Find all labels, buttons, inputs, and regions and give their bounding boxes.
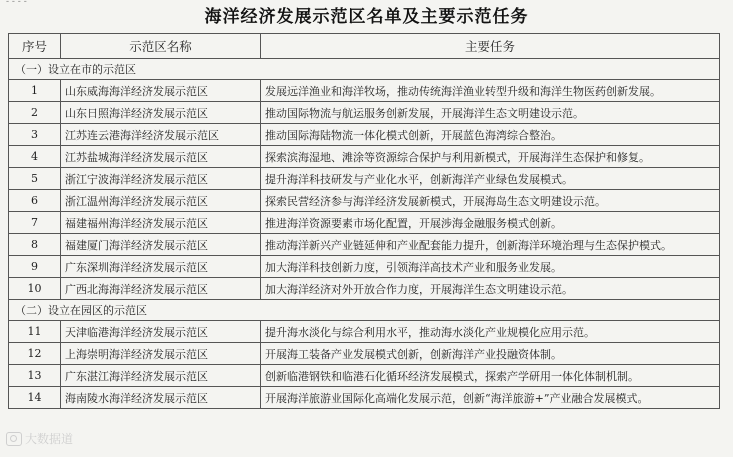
table-row bbox=[9, 168, 720, 190]
zone-name: 广西北海海洋经济发展示范区 bbox=[61, 278, 261, 300]
main-task: 开展海洋旅游业国际化高端化发展示范，创新“海洋旅游+”产业融合发展模式。 bbox=[261, 387, 720, 409]
watermark bbox=[6, 430, 73, 447]
table-row bbox=[9, 102, 720, 124]
watermark-text: 大数据道 bbox=[25, 432, 74, 446]
table-row bbox=[9, 146, 720, 168]
zone-name: 浙江宁波海洋经济发展示范区 bbox=[61, 168, 261, 190]
main-task: 加大海洋科技创新力度，引领海洋高技术产业和服务业发展。 bbox=[261, 256, 720, 278]
zone-name: 江苏盐城海洋经济发展示范区 bbox=[61, 146, 261, 168]
zone-name: 山东威海海洋经济发展示范区 bbox=[61, 80, 261, 102]
row-number: 4 bbox=[9, 146, 61, 168]
row-number: 10 bbox=[9, 278, 61, 300]
table-body bbox=[9, 59, 720, 409]
row-number: 7 bbox=[9, 212, 61, 234]
row-number: 8 bbox=[9, 234, 61, 256]
main-task: 提升海洋科技研发与产业化水平，创新海洋产业绿色发展模式。 bbox=[261, 168, 720, 190]
row-number: 1 bbox=[9, 80, 61, 102]
table-row bbox=[9, 234, 720, 256]
corner-mark: - - - - bbox=[6, 0, 27, 7]
zone-name: 福建福州海洋经济发展示范区 bbox=[61, 212, 261, 234]
table-row bbox=[9, 124, 720, 146]
main-task: 推动国际海陆物流一体化模式创新，开展蓝色海湾综合整治。 bbox=[261, 124, 720, 146]
header-name: 示范区名称 bbox=[61, 34, 261, 59]
main-task: 推动国际物流与航运服务创新发展，开展海洋生态文明建设示范。 bbox=[261, 102, 720, 124]
zone-name: 海南陵水海洋经济发展示范区 bbox=[61, 387, 261, 409]
row-number: 2 bbox=[9, 102, 61, 124]
table-row bbox=[9, 212, 720, 234]
zone-name: 福建厦门海洋经济发展示范区 bbox=[61, 234, 261, 256]
main-task: 推进海洋资源要素市场化配置，开展涉海金融服务模式创新。 bbox=[261, 212, 720, 234]
row-number: 11 bbox=[9, 321, 61, 343]
main-task: 探索滨海湿地、滩涂等资源综合保护与利用新模式，开展海洋生态保护和修复。 bbox=[261, 146, 720, 168]
section-heading: （二）设立在园区的示范区 bbox=[9, 300, 720, 321]
header-num: 序号 bbox=[9, 34, 61, 59]
main-task: 提升海水淡化与综合利用水平，推动海水淡化产业规模化应用示范。 bbox=[261, 321, 720, 343]
row-number: 13 bbox=[9, 365, 61, 387]
page-title: 海洋经济发展示范区名单及主要示范任务 bbox=[204, 7, 529, 27]
row-number: 14 bbox=[9, 387, 61, 409]
zone-name: 上海崇明海洋经济发展示范区 bbox=[61, 343, 261, 365]
section-heading-row bbox=[9, 300, 720, 321]
zone-name: 浙江温州海洋经济发展示范区 bbox=[61, 190, 261, 212]
table-row bbox=[9, 190, 720, 212]
zone-name: 广东湛江海洋经济发展示范区 bbox=[61, 365, 261, 387]
demo-zone-table bbox=[8, 33, 720, 409]
main-task: 发展远洋渔业和海洋牧场，推动传统海洋渔业转型升级和海洋生物医药创新发展。 bbox=[261, 80, 720, 102]
row-number: 3 bbox=[9, 124, 61, 146]
zone-name: 山东日照海洋经济发展示范区 bbox=[61, 102, 261, 124]
table-row bbox=[9, 256, 720, 278]
table-header-row bbox=[9, 34, 720, 59]
zone-name: 广东深圳海洋经济发展示范区 bbox=[61, 256, 261, 278]
zone-name: 天津临港海洋经济发展示范区 bbox=[61, 321, 261, 343]
table-row bbox=[9, 387, 720, 409]
table-row bbox=[9, 278, 720, 300]
main-task: 探索民营经济参与海洋经济发展新模式，开展海岛生态文明建设示范。 bbox=[261, 190, 720, 212]
table-row bbox=[9, 80, 720, 102]
main-task: 创新临港钢铁和临港石化循环经济发展模式，探索产学研用一体化体制机制。 bbox=[261, 365, 720, 387]
section-heading-row bbox=[9, 59, 720, 80]
zone-name: 江苏连云港海洋经济发展示范区 bbox=[61, 124, 261, 146]
row-number: 9 bbox=[9, 256, 61, 278]
header-task: 主要任务 bbox=[261, 34, 720, 59]
table-row bbox=[9, 321, 720, 343]
table-row bbox=[9, 365, 720, 387]
main-task: 开展海工装备产业发展模式创新，创新海洋产业投融资体制。 bbox=[261, 343, 720, 365]
main-task: 推动海洋新兴产业链延伸和产业配套能力提升，创新海洋环境治理与生态保护模式。 bbox=[261, 234, 720, 256]
row-number: 6 bbox=[9, 190, 61, 212]
camera-icon bbox=[6, 432, 22, 446]
main-task: 加大海洋经济对外开放合作力度，开展海洋生态文明建设示范。 bbox=[261, 278, 720, 300]
table-row bbox=[9, 343, 720, 365]
section-heading: （一）设立在市的示范区 bbox=[9, 59, 720, 80]
row-number: 12 bbox=[9, 343, 61, 365]
row-number: 5 bbox=[9, 168, 61, 190]
